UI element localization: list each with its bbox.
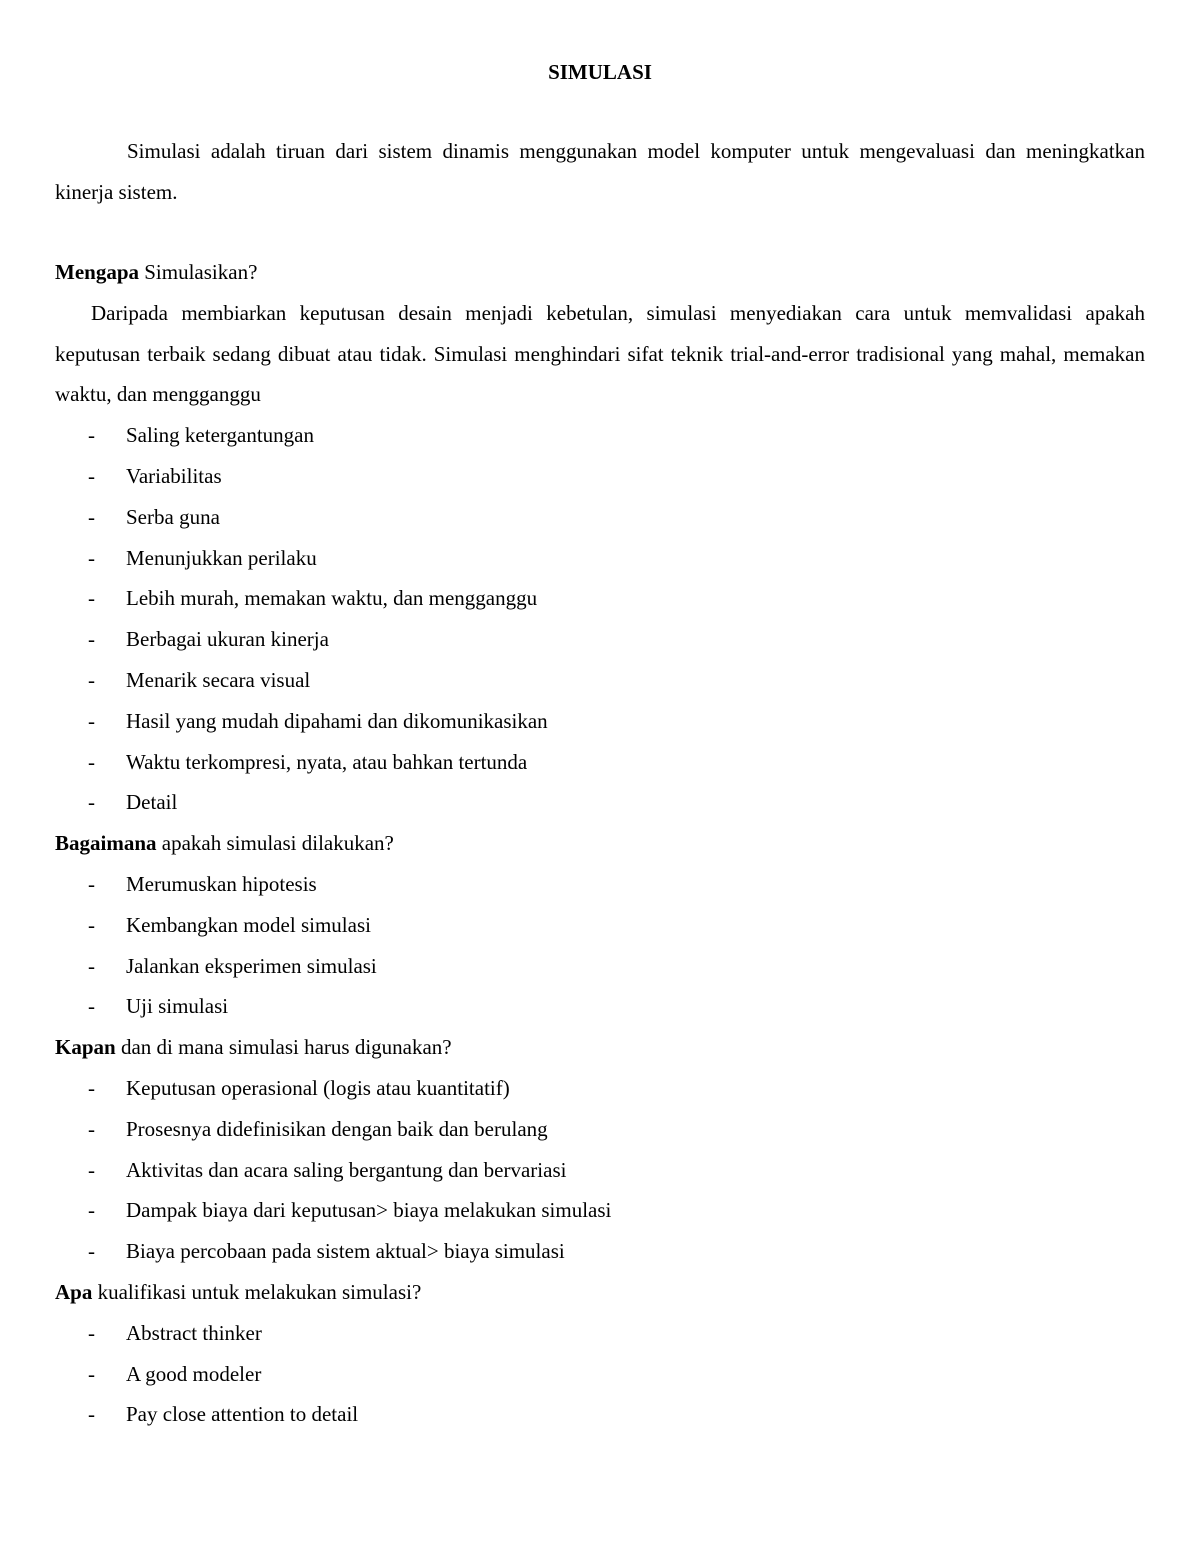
section-heading-bold: Mengapa: [55, 260, 139, 284]
list-item-text: Dampak biaya dari keputusan> biaya melakukan simulasi: [126, 1198, 612, 1223]
list-item: [55, 782, 1145, 823]
section-heading: [55, 1272, 1145, 1313]
dash-bullet: -: [88, 1157, 95, 1182]
list-item: [55, 1068, 1145, 1109]
list-item-text: Uji simulasi: [126, 994, 229, 1019]
section-heading: [55, 1027, 1145, 1068]
section-heading: [55, 823, 1145, 864]
section-kapan: [55, 1027, 1145, 1272]
list-item: [55, 415, 1145, 456]
list-item: [55, 1394, 1145, 1435]
list-item-text: A good modeler: [126, 1361, 262, 1386]
list-item-text: Prosesnya didefinisikan dengan baik dan berulang: [126, 1116, 548, 1141]
dash-bullet: -: [88, 586, 95, 611]
list-item-text: Menarik secara visual: [126, 667, 311, 692]
section-heading-rest: Simulasikan?: [139, 260, 258, 284]
list-item: [55, 701, 1145, 742]
list-item: [55, 1313, 1145, 1354]
list-item: [55, 1354, 1145, 1395]
section-heading-rest: apakah simulasi dilakukan?: [156, 831, 394, 856]
list-item-text: Merumuskan hipotesis: [126, 871, 317, 896]
dash-bullet: -: [88, 1320, 95, 1345]
list-item: [55, 742, 1145, 783]
list-item-text: Lebih murah, memakan waktu, dan mengganggu: [126, 586, 538, 611]
list-item-text: Abstract thinker: [126, 1320, 262, 1345]
list-item: [55, 1150, 1145, 1191]
dash-bullet: -: [88, 1116, 95, 1141]
list-item: [55, 1231, 1145, 1272]
sections-container: [55, 252, 1145, 1435]
list-item-text: Jalankan eksperimen simulasi: [126, 953, 377, 978]
bullet-list: [55, 1068, 1145, 1272]
section-paragraph: Daripada membiarkan keputusan desain menjadi kebetulan, simulasi menyediakan cara untuk memvalidasi apakah keputusan terbaik sedang dibuat atau tidak. Simulasi menghindari sifat teknik trial-and-error tradisional yang mahal, memakan waktu, dan mengganggu: [55, 300, 1145, 407]
list-item: [55, 946, 1145, 987]
intro-paragraph: Simulasi adalah tiruan dari sistem dinamis menggunakan model komputer untuk mengevaluasi dan meningkatkan kinerja sistem.: [55, 139, 1145, 204]
section-heading-rest: dan di mana simulasi harus digunakan?: [115, 1035, 452, 1060]
bullet-list: [55, 864, 1145, 1027]
list-item-text: Keputusan operasional (logis atau kuantitatif): [126, 1075, 510, 1100]
list-item: [55, 497, 1145, 538]
section-bagaimana: [55, 823, 1145, 1027]
dash-bullet: -: [88, 545, 95, 570]
dash-bullet: -: [88, 1075, 95, 1100]
section-heading-bold: Apa: [55, 1279, 93, 1304]
dash-bullet: -: [88, 994, 95, 1019]
dash-bullet: -: [88, 504, 95, 529]
dash-bullet: -: [88, 1361, 95, 1386]
list-item-text: Waktu terkompresi, nyata, atau bahkan tertunda: [126, 749, 528, 774]
list-item-text: Berbagai ukuran kinerja: [126, 627, 329, 652]
list-item-text: Menunjukkan perilaku: [126, 545, 317, 570]
list-item-text: Hasil yang mudah dipahami dan dikomunikasikan: [126, 708, 548, 733]
dash-bullet: -: [88, 912, 95, 937]
list-item-text: Saling ketergantungan: [126, 423, 314, 448]
dash-bullet: -: [88, 1198, 95, 1223]
list-item: [55, 1109, 1145, 1150]
dash-bullet: -: [88, 790, 95, 815]
section-heading-rest: kualifikasi untuk melakukan simulasi?: [92, 1279, 422, 1304]
section-apa: [55, 1272, 1145, 1435]
list-item: [55, 538, 1145, 579]
section-heading: [55, 252, 1145, 293]
list-item-text: Serba guna: [126, 504, 220, 529]
section-heading-bold: Bagaimana: [55, 831, 157, 856]
dash-bullet: -: [88, 708, 95, 733]
dash-bullet: -: [88, 1402, 95, 1427]
dash-bullet: -: [88, 463, 95, 488]
dash-bullet: -: [88, 953, 95, 978]
dash-bullet: -: [88, 627, 95, 652]
dash-bullet: -: [88, 423, 95, 448]
list-item-text: Variabilitas: [126, 463, 222, 488]
section-mengapa: [55, 252, 1145, 823]
list-item: [55, 1190, 1145, 1231]
list-item: [55, 619, 1145, 660]
list-item: [55, 456, 1145, 497]
section-heading-bold: Kapan: [55, 1035, 116, 1060]
dash-bullet: -: [88, 749, 95, 774]
document-title: SIMULASI: [548, 60, 652, 84]
bullet-list: [55, 415, 1145, 823]
dash-bullet: -: [88, 667, 95, 692]
list-item-text: Detail: [126, 790, 178, 815]
list-item: [55, 986, 1145, 1027]
list-item-text: Kembangkan model simulasi: [126, 912, 371, 937]
list-item: [55, 660, 1145, 701]
list-item-text: Aktivitas dan acara saling bergantung dan bervariasi: [126, 1157, 567, 1182]
list-item: [55, 578, 1145, 619]
dash-bullet: -: [88, 1239, 95, 1264]
list-item-text: Pay close attention to detail: [126, 1402, 359, 1427]
list-item-text: Biaya percobaan pada sistem aktual> biaya simulasi: [126, 1239, 565, 1264]
list-item: [55, 864, 1145, 905]
dash-bullet: -: [88, 871, 95, 896]
bullet-list: [55, 1313, 1145, 1435]
list-item: [55, 905, 1145, 946]
